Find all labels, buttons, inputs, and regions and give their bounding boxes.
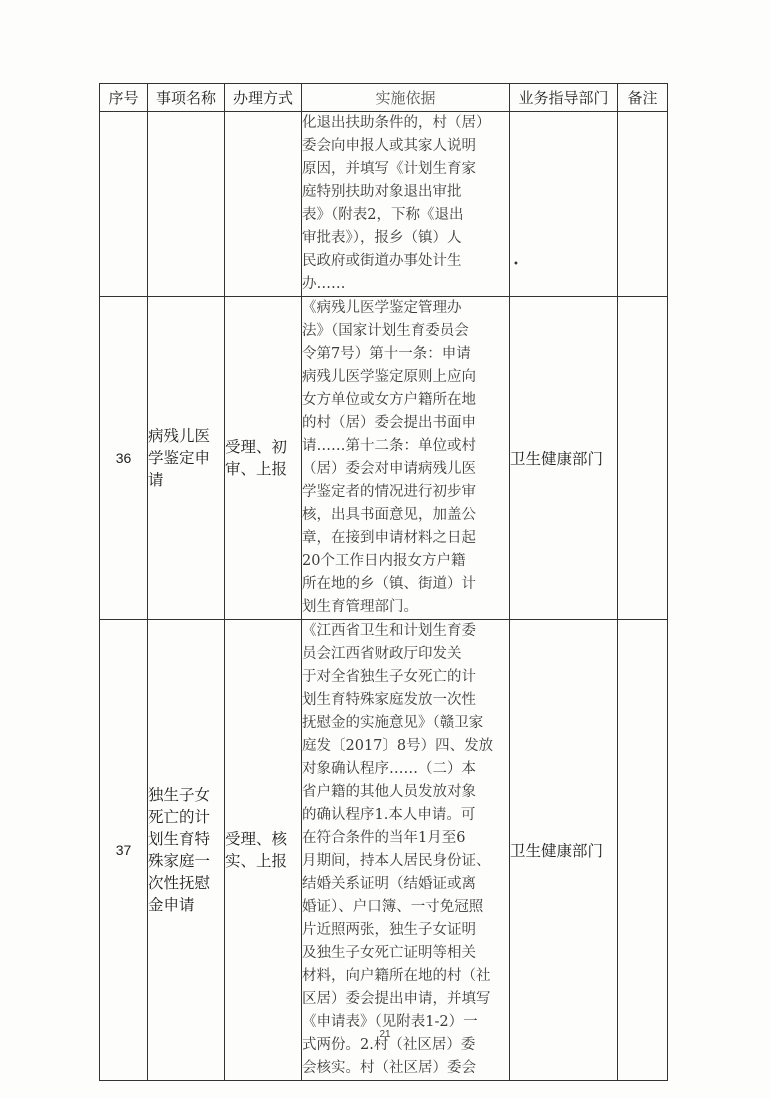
row-number: 36 (100, 297, 148, 620)
basis-line: 20个工作日内报女方户籍 (302, 553, 466, 569)
basis-line: 及独生子女死亡证明等相关 (302, 945, 476, 961)
header-basis: 实施依据 (302, 84, 510, 112)
row-name (148, 112, 225, 297)
basis-line: 庭特别扶助对象退出审批 (302, 184, 462, 200)
basis-line: 抚慰金的实施意见》（赣卫家 (302, 715, 484, 731)
basis-line: 划生育特殊家庭发放一次性 (302, 692, 476, 708)
stray-dot-mark: • (513, 259, 519, 270)
basis-line: 核，出具书面意见，加盖公 (302, 507, 476, 523)
basis-line: 的村（居）委会提出书面申 (302, 415, 476, 431)
table-row (100, 297, 668, 620)
basis-line: 于对全省独生子女死亡的计 (302, 669, 476, 685)
row-note (618, 620, 668, 1081)
basis-line: 女方单位或女方户籍所在地 (302, 392, 476, 408)
basis-line: 庭发〔2017〕8号）四、发放 (302, 738, 494, 754)
row-dept (510, 112, 618, 297)
basis-line: 片近照两张，独生子女证明 (302, 922, 476, 938)
basis-line: 《病残儿医学鉴定管理办 (302, 300, 462, 316)
header-method: 办理方式 (225, 84, 302, 112)
page-number: 21 (379, 1029, 391, 1040)
basis-line: 病残儿医学鉴定原则上应向 (302, 369, 476, 385)
basis-line: 令第7号）第十一条：申请 (302, 346, 471, 362)
row-number (100, 112, 148, 297)
basis-line: 原因，并填写《计划生育家 (302, 161, 476, 177)
basis-line: 民政府或街道办事处计生 (302, 253, 462, 269)
basis-line: 会核实。村（社区居）委会 (302, 1060, 476, 1076)
basis-line: 月期间，持本人居民身份证、 (302, 853, 491, 869)
row-name: 病残儿医学鉴定申请 (148, 297, 225, 620)
basis-line: 请……第十二条：单位或村 (302, 438, 476, 454)
row-note (618, 112, 668, 297)
basis-line: 的确认程序1.本人申请。可 (302, 807, 476, 823)
basis-line: 在符合条件的当年1月至6 (302, 830, 466, 846)
basis-line: 结婚关系证明（结婚证或离 (302, 876, 476, 892)
row-method: 受理、核实、上报 (225, 620, 302, 1081)
header-row (100, 84, 668, 112)
table-row (100, 620, 668, 1081)
table-row (100, 112, 668, 297)
header-dept: 业务指导部门 (510, 84, 618, 112)
row-method (225, 112, 302, 297)
basis-line: 材料，向户籍所在地的村（社 (302, 968, 491, 984)
header-note: 备注 (618, 84, 668, 112)
row-number: 37 (100, 620, 148, 1081)
row-dept: 卫生健康部门 (510, 620, 618, 1081)
basis-line: 婚证）、户口簿、一寸免冠照 (302, 899, 484, 915)
matters-table (99, 83, 668, 1081)
basis-line: 所在地的乡（镇、街道）计 (302, 576, 476, 592)
basis-line: 员会江西省财政厅印发关 (302, 646, 462, 662)
row-note (618, 297, 668, 620)
basis-line: 法》（国家计划生育委员会 (302, 323, 469, 339)
basis-line: 学鉴定者的情况进行初步审 (302, 484, 476, 500)
basis-line: 化退出扶助条件的，村（居） (302, 115, 491, 131)
basis-line: 式两份。2.村（社区居）委 (302, 1037, 476, 1053)
row-name: 独生子女死亡的计划生育特殊家庭一次性抚慰金申请 (148, 620, 225, 1081)
basis-line: 《申请表》（见附表1-2）一 (302, 1014, 478, 1030)
basis-line: 委会向申报人或其家人说明 (302, 138, 476, 154)
basis-line: 审批表》），报乡（镇）人 (302, 230, 462, 246)
basis-line: 《江西省卫生和计划生育委 (302, 623, 476, 639)
row-dept: 卫生健康部门 (510, 297, 618, 620)
basis-line: 区居）委会提出申请，并填写 (302, 991, 491, 1007)
row-basis (302, 620, 510, 1081)
basis-line: 章，在接到申请材料之日起 (302, 530, 476, 546)
basis-line: 省户籍的其他人员发放对象 (302, 784, 476, 800)
row-basis (302, 112, 510, 297)
header-name: 事项名称 (148, 84, 225, 112)
row-method: 受理、初审、上报 (225, 297, 302, 620)
row-basis (302, 297, 510, 620)
basis-line: 办…… (302, 276, 346, 292)
basis-line: （居）委会对申请病残儿医 (302, 461, 476, 477)
header-number: 序号 (100, 84, 148, 112)
basis-line: 对象确认程序……（二）本 (302, 761, 476, 777)
basis-line: 表》（附表2，下称《退出 (302, 207, 464, 223)
basis-line: 划生育管理部门。 (302, 599, 418, 615)
